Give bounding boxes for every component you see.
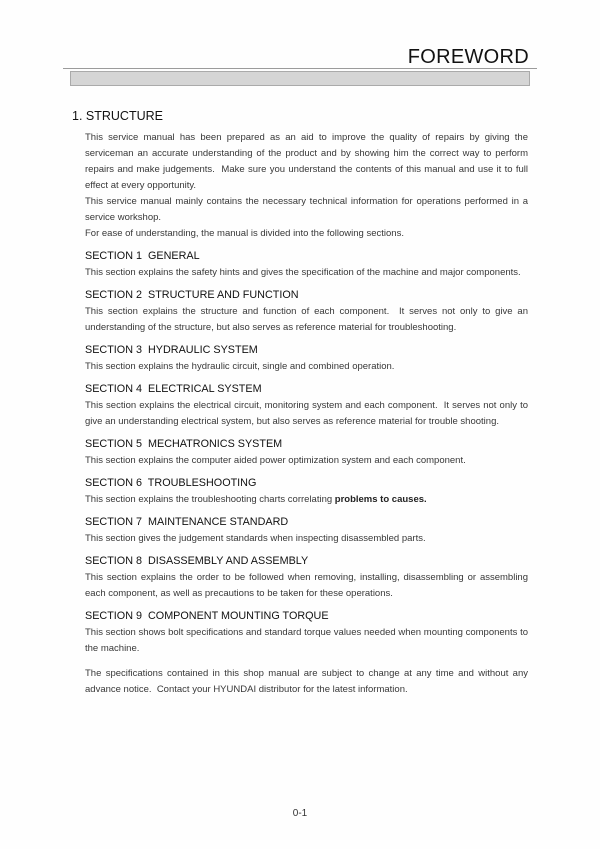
section-body-text: This section explains the safety hints and gives the specification of the machine and major components. [85,267,521,278]
section-body-text: This section explains the hydraulic circuit, single and combined operation. [85,361,395,372]
section-block [85,287,528,336]
section-body-text: This section explains the order to be followed when removing, installing, disassembling or assembling each component, as well as precautions to be taken for these operations. [85,572,528,599]
section-body [85,304,528,336]
section-block [85,553,528,602]
section-block [85,475,528,508]
section-body [85,398,528,430]
section-title: SECTION 7 MAINTENANCE STANDARD [85,516,289,528]
section-block [85,248,528,281]
page-number: 0-1 [292,808,308,819]
section-body [85,531,528,547]
section-body [85,492,528,508]
section-title: SECTION 5 MECHATRONICS SYSTEM [85,438,283,450]
intro-paragraphs [85,130,528,242]
section-block [85,608,528,657]
section-body-text: This section shows bolt specifications and standard torque values needed when mounting components to the machine. [85,627,528,654]
section-list [0,248,600,657]
section-title: SECTION 1 GENERAL [85,250,200,262]
intro-paragraph: For ease of understanding, the manual is divided into the following sections. [85,228,404,239]
section-body [85,453,528,469]
section-body [85,625,528,657]
intro-paragraph: This service manual mainly contains the necessary technical information for operations performed in a service workshop. [85,196,528,223]
section-title: SECTION 3 HYDRAULIC SYSTEM [85,344,258,356]
section-body-text: This section explains the troubleshooting charts correlating [85,494,335,505]
section-body-text: This section explains the structure and function of each component. It serves not only to give an understanding of the structure, but also serves as reference material for troubleshooting. [85,306,528,333]
section-title: SECTION 4 ELECTRICAL SYSTEM [85,383,262,395]
page-content [0,108,600,698]
section-body-bold-text: problems to causes. [334,494,427,505]
page-title: FOREWORD [407,46,529,68]
section-title: SECTION 2 STRUCTURE AND FUNCTION [85,289,299,301]
section-block [85,514,528,547]
closing-paragraph: The specifications contained in this shop manual are subject to change at any time and without any advance notice. Contact your HYUNDAI distributor for the latest information. [85,668,528,695]
section-block [85,381,528,430]
section-title: SECTION 8 DISASSEMBLY AND ASSEMBLY [85,555,309,567]
section-title: SECTION 6 TROUBLESHOOTING [85,477,257,489]
section-body-text: This section explains the computer aided power optimization system and each component. [85,455,466,466]
section-body [85,359,528,375]
section-body [85,570,528,602]
section-block [85,436,528,469]
header-rule [63,68,537,69]
section-body [85,265,528,281]
section-body-text: This section gives the judgement standards when inspecting disassembled parts. [85,533,426,544]
intro-paragraph: This service manual has been prepared as an aid to improve the quality of repairs by giving the serviceman an accurate understanding of the product and by showing him the correct way to perform repairs and make judgements. Make sure you understand the contents of this manual and use it to full effect at every opportunity. [85,132,528,191]
section-title: SECTION 9 COMPONENT MOUNTING TORQUE [85,610,329,622]
structure-heading: 1. STRUCTURE [72,109,163,123]
header-bar [70,71,530,86]
section-body-text: This section explains the electrical circuit, monitoring system and each component. It serves not only to give an understanding electrical system, but also serves as reference material for trouble shooting. [85,400,528,427]
section-block [85,342,528,375]
